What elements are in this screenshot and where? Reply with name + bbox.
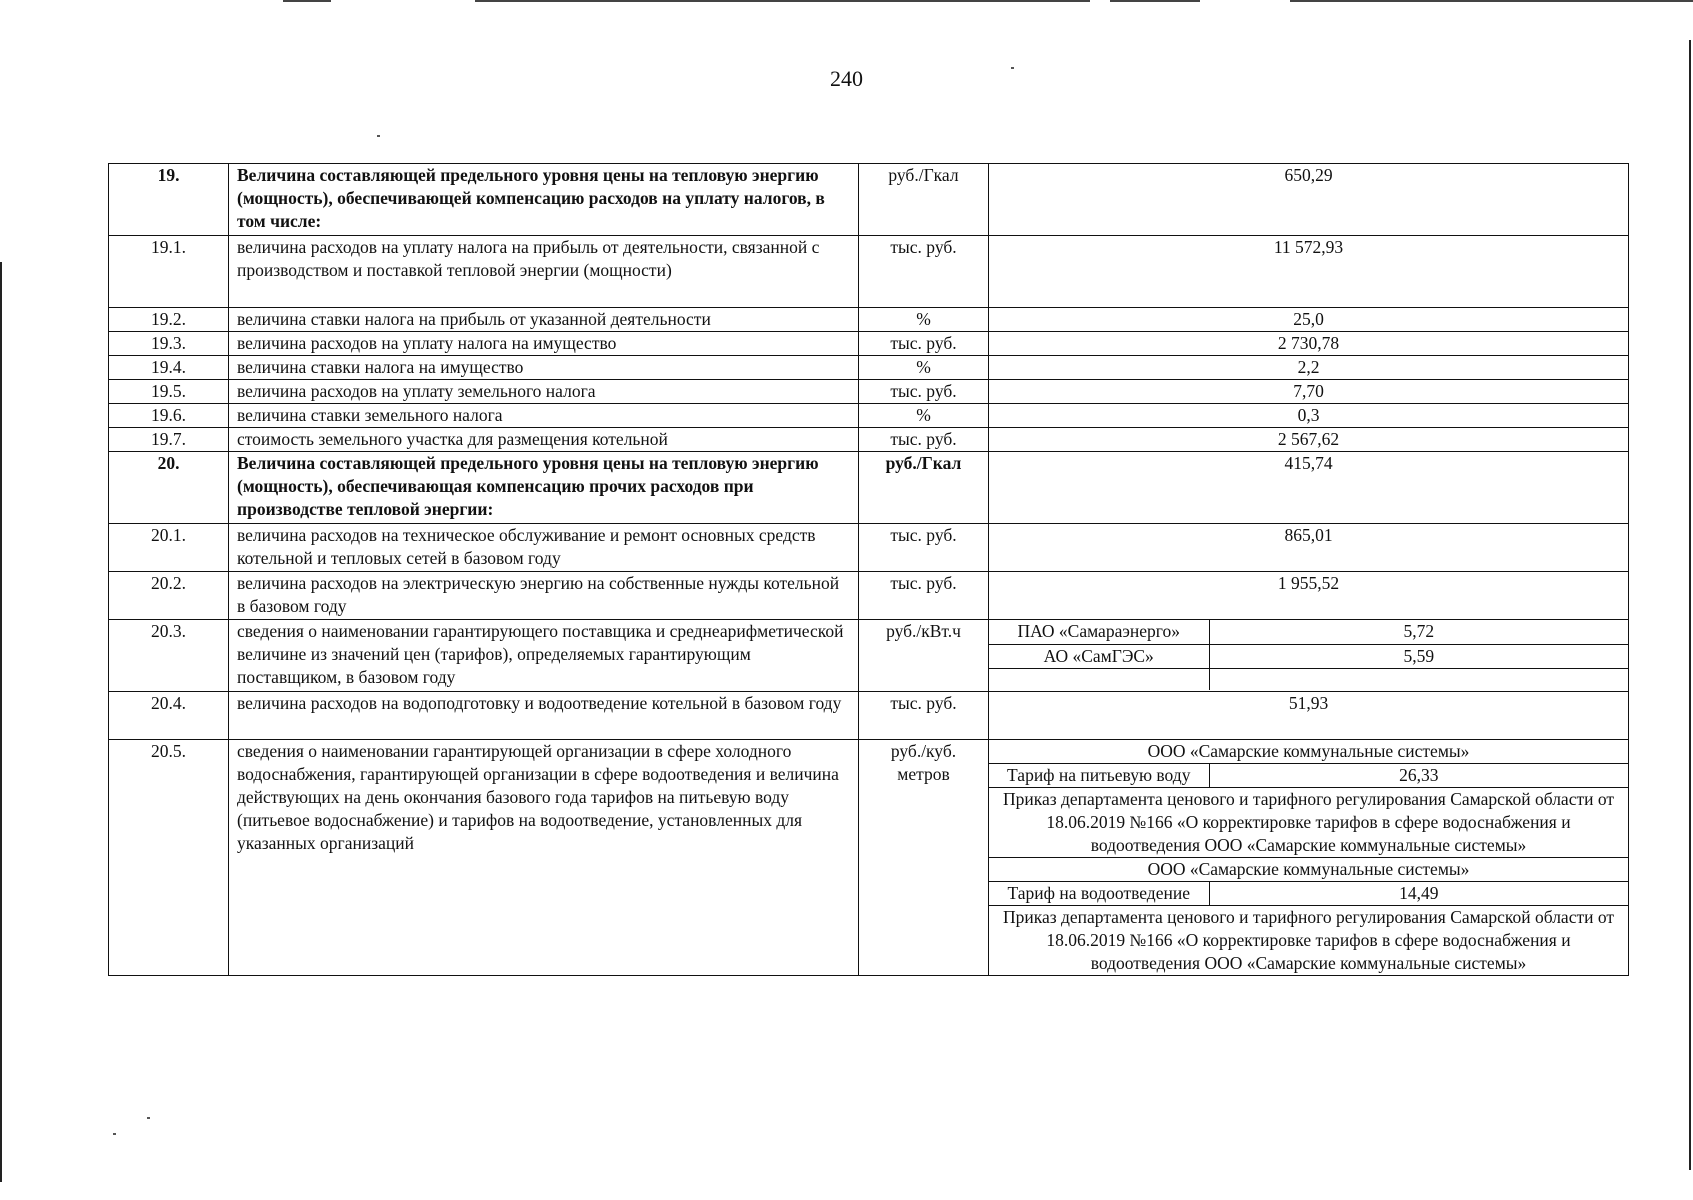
row-number: 19.2. xyxy=(109,308,229,332)
table-row xyxy=(109,404,1629,428)
water-order-row xyxy=(989,788,1628,858)
tariff-label: Тариф на водоотведение xyxy=(989,882,1209,906)
order-reference: Приказ департамента ценового и тарифного регулирования Самарской области от 18.06.2019 №166 «О корректировке тарифов в сфере водоснабжения и водоотведения ООО «Самарские коммунальные системы» xyxy=(989,788,1628,858)
water-order-row xyxy=(989,906,1628,976)
row-unit: руб./кВт.ч xyxy=(859,620,989,692)
row-number: 19.5. xyxy=(109,380,229,404)
row-value-text: 7,70 xyxy=(1293,381,1324,401)
row-number: 19. xyxy=(109,164,229,236)
supplier-row-empty xyxy=(989,668,1628,690)
row-unit: тыс. руб. xyxy=(859,524,989,572)
row-description: величина ставки налога на имущество xyxy=(229,356,859,380)
row-number: 19.7. xyxy=(109,428,229,452)
row-unit: тыс. руб. xyxy=(859,332,989,356)
scan-artifact-line xyxy=(475,0,1090,2)
scan-artifact-edge xyxy=(1689,40,1691,1170)
table-row xyxy=(109,236,1629,308)
row-description: сведения о наименовании гарантирующего поставщика и среднеарифметической величине из значений цен (тарифов), определяемых гарантирующим поставщиком, в базовом году xyxy=(229,620,859,692)
table-row xyxy=(109,620,1629,692)
scan-speck xyxy=(113,1133,116,1135)
table-row xyxy=(109,380,1629,404)
row-value xyxy=(989,572,1629,620)
row-value xyxy=(989,380,1629,404)
empty-cell xyxy=(1209,668,1628,690)
row-description: величина расходов на электрическую энергию на собственные нужды котельной в базовом году xyxy=(229,572,859,620)
tariff-table xyxy=(108,163,1629,976)
water-org-row xyxy=(989,858,1628,882)
row-unit: тыс. руб. xyxy=(859,380,989,404)
tariff-value: 14,49 xyxy=(1209,882,1628,906)
row-value xyxy=(989,356,1629,380)
order-reference: Приказ департамента ценового и тарифного регулирования Самарской области от 18.06.2019 №166 «О корректировке тарифов в сфере водоснабжения и водоотведения ООО «Самарские коммунальные системы» xyxy=(989,906,1628,976)
row-value xyxy=(989,452,1629,524)
row-description: величина расходов на техническое обслуживание и ремонт основных средств котельной и тепловых сетей в базовом году xyxy=(229,524,859,572)
row-unit: тыс. руб. xyxy=(859,236,989,308)
water-tariff-row xyxy=(989,882,1628,906)
row-number: 20.4. xyxy=(109,692,229,740)
supplier-name: АО «СамГЭС» xyxy=(989,644,1209,668)
row-number: 20.3. xyxy=(109,620,229,692)
water-tariffs xyxy=(989,740,1629,976)
row-value xyxy=(989,164,1629,236)
supplier-prices xyxy=(989,620,1629,692)
water-tariff-table xyxy=(989,740,1628,975)
row-number: 20.5. xyxy=(109,740,229,976)
supplier-price: 5,59 xyxy=(1209,644,1628,668)
row-unit: тыс. руб. xyxy=(859,428,989,452)
scan-artifact-line xyxy=(283,0,331,2)
row-unit: руб./Гкал xyxy=(859,164,989,236)
row-unit: тыс. руб. xyxy=(859,572,989,620)
row-value-text: 1 955,52 xyxy=(1277,573,1340,593)
scan-artifact-line xyxy=(1110,0,1200,2)
tariff-value: 26,33 xyxy=(1209,764,1628,788)
table-row xyxy=(109,524,1629,572)
row-unit: % xyxy=(859,308,989,332)
row-description: величина расходов на уплату налога на прибыль от деятельности, связанной с производством и поставкой тепловой энергии (мощности) xyxy=(229,236,859,308)
row-description: величина расходов на уплату земельного налога xyxy=(229,380,859,404)
scan-speck xyxy=(147,1117,150,1119)
table-row xyxy=(109,740,1629,976)
scan-speck xyxy=(377,135,380,137)
row-unit: % xyxy=(859,356,989,380)
supplier-price: 5,72 xyxy=(1209,620,1628,644)
row-number: 20.1. xyxy=(109,524,229,572)
row-number: 20. xyxy=(109,452,229,524)
table-row xyxy=(109,308,1629,332)
supplier-row xyxy=(989,620,1628,644)
supplier-name: ПАО «Самараэнерго» xyxy=(989,620,1209,644)
row-number: 19.6. xyxy=(109,404,229,428)
supplier-row xyxy=(989,644,1628,668)
row-description: сведения о наименовании гарантирующей организации в сфере холодного водоснабжения, гарантирующей организации в сфере водоотведения и величина действующих на день окончания базового года тарифов на питьевую воду (питьевое водоснабжение) и тарифов на водоотведение, установленных для указанных организаций xyxy=(229,740,859,976)
row-description: стоимость земельного участка для размещения котельной xyxy=(229,428,859,452)
tariff-label: Тариф на питьевую воду xyxy=(989,764,1209,788)
row-description: Величина составляющей предельного уровня цены на тепловую энергию (мощность), обеспечивающей компенсацию расходов на уплату налогов, в том числе: xyxy=(229,164,859,236)
scan-artifact-edge xyxy=(0,262,2,1182)
row-value-text: 51,93 xyxy=(1288,693,1329,713)
water-org-name: ООО «Самарские коммунальные системы» xyxy=(989,858,1628,882)
row-value xyxy=(989,692,1629,740)
empty-cell xyxy=(989,668,1209,690)
row-number: 19.3. xyxy=(109,332,229,356)
row-description: величина ставки налога на прибыль от указанной деятельности xyxy=(229,308,859,332)
row-value-text: 11 572,93 xyxy=(1273,237,1344,257)
table-row xyxy=(109,164,1629,236)
row-unit: % xyxy=(859,404,989,428)
scan-artifact-line xyxy=(1290,0,1693,2)
row-unit: руб./куб. метров xyxy=(859,740,989,976)
row-value-text: 0,3 xyxy=(1297,405,1320,425)
row-value-text: 2,2 xyxy=(1297,357,1320,377)
row-description: величина ставки земельного налога xyxy=(229,404,859,428)
water-org-name: ООО «Самарские коммунальные системы» xyxy=(989,740,1628,764)
row-value xyxy=(989,308,1629,332)
row-value xyxy=(989,428,1629,452)
supplier-table xyxy=(989,620,1628,690)
page-number: 240 xyxy=(830,66,863,91)
row-value-text: 2 567,62 xyxy=(1277,429,1340,449)
row-value xyxy=(989,524,1629,572)
table-row xyxy=(109,452,1629,524)
row-value-text: 865,01 xyxy=(1284,525,1333,545)
row-value-text: 650,29 xyxy=(1284,165,1333,185)
row-value xyxy=(989,404,1629,428)
row-value xyxy=(989,236,1629,308)
row-number: 19.4. xyxy=(109,356,229,380)
row-description: Величина составляющей предельного уровня цены на тепловую энергию (мощность), обеспечивающая компенсацию прочих расходов при производстве тепловой энергии: xyxy=(229,452,859,524)
row-number: 20.2. xyxy=(109,572,229,620)
table-row xyxy=(109,572,1629,620)
water-tariff-row xyxy=(989,764,1628,788)
row-value-text: 25,0 xyxy=(1293,309,1324,329)
row-description: величина расходов на водоподготовку и водоотведение котельной в базовом году xyxy=(229,692,859,740)
row-description: величина расходов на уплату налога на имущество xyxy=(229,332,859,356)
water-org-row xyxy=(989,740,1628,764)
table-row xyxy=(109,692,1629,740)
table-row xyxy=(109,428,1629,452)
table-row xyxy=(109,332,1629,356)
row-unit: руб./Гкал xyxy=(859,452,989,524)
row-value xyxy=(989,332,1629,356)
row-value-text: 415,74 xyxy=(1284,453,1333,473)
row-value-text: 2 730,78 xyxy=(1277,333,1340,353)
row-unit: тыс. руб. xyxy=(859,692,989,740)
table-row xyxy=(109,356,1629,380)
row-number: 19.1. xyxy=(109,236,229,308)
